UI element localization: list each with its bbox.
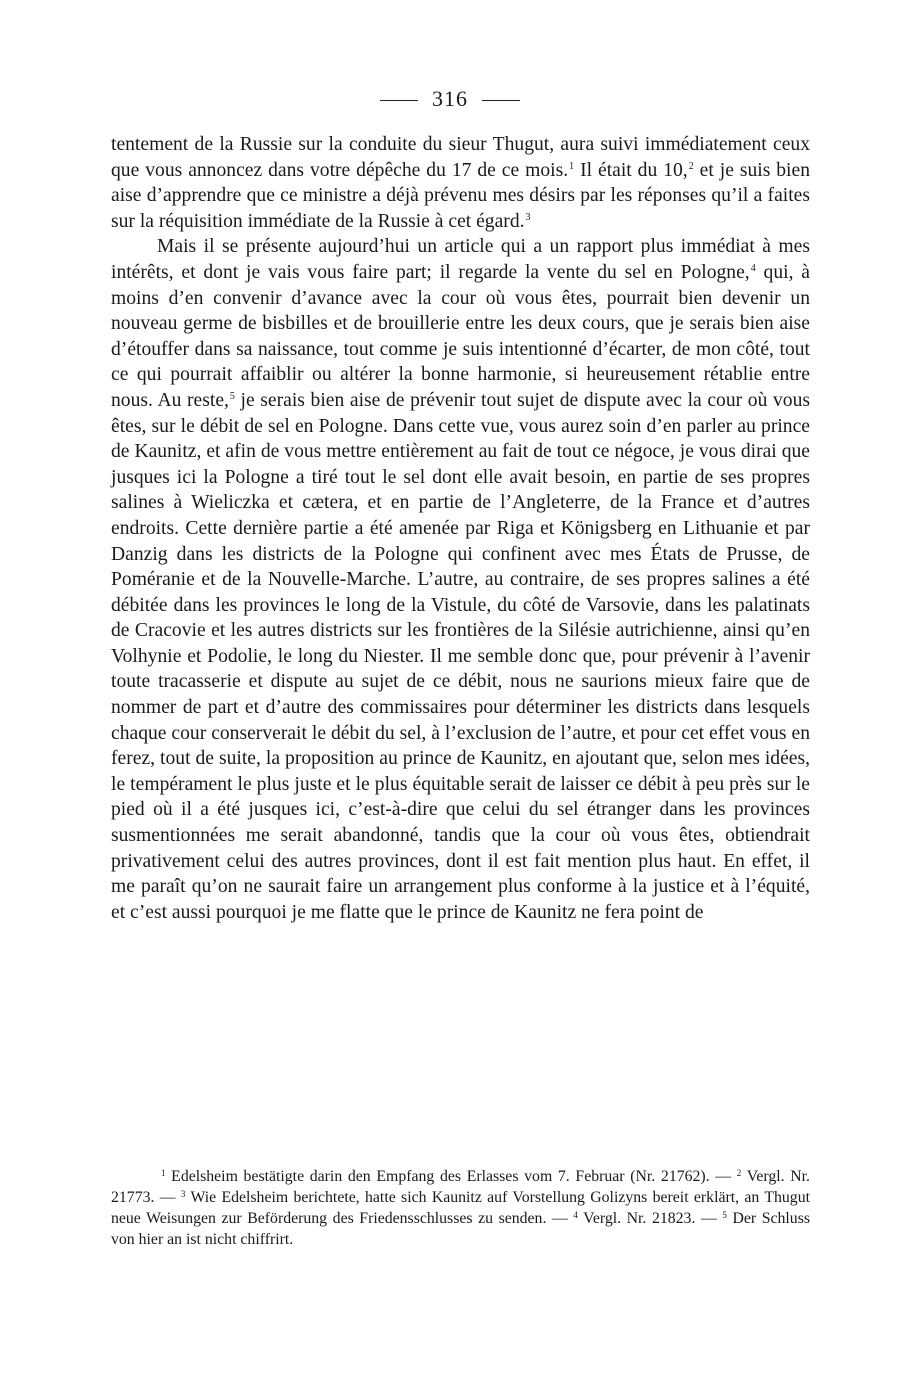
footnote-marker-1: 1 — [161, 1168, 166, 1178]
main-text — [111, 132, 810, 925]
footnote-ref-5: 5 — [229, 390, 235, 402]
footnote-marker-5: 5 — [722, 1210, 727, 1220]
footnote-text-2: Vergl. Nr. 21773. — — [111, 1168, 810, 1206]
footnote-text-3: Wie Edelsheim berichtete, hatte sich Kaunitz auf Vorstellung Golizyns bereit erklärt, an Thugut neue Weisungen zur Beförderung des Friedensschlusses zu senden. — — [111, 1189, 810, 1227]
page-header — [0, 86, 900, 112]
paragraph-1-text-3: et je suis bien aise d’apprendre que ce ministre a déjà prévenu mes désirs par les réponses qu’il a faites sur la réquisition immédiate de la Russie à cet égard. — [111, 159, 810, 232]
paragraph-1-text-2: Il était du 10, — [574, 159, 688, 181]
paragraph-2-text-1: Mais il se présente aujourd’hui un article qui a un rapport plus immédiat à mes intérêts, et dont je vais vous faire part; il regarde la vente du sel en Pologne, — [111, 236, 810, 283]
footnote-ref-1: 1 — [569, 160, 575, 172]
footnote-block — [111, 1166, 810, 1250]
footnote-ref-4: 4 — [750, 262, 756, 274]
paragraph-2-text-2: qui, à moins d’en convenir d’avance avec la cour où vous êtes, pourrait bien devenir un nouveau germe de bisbilles et de brouillerie entre les deux cours, que je serais bien aise d’étouffer dans sa naissance, tout comme je suis intentionné d’écarter, de mon côté, tout ce qui pourrait affaiblir ou altérer la bonne harmonie, si heureusement rétablie entre nous. Au reste, — [111, 261, 810, 411]
footnote-ref-2: 2 — [688, 160, 694, 172]
footnote-text-5: Der Schluss von hier an ist nicht chiffrirt. — [111, 1210, 810, 1248]
footnote-marker-4: 4 — [573, 1210, 578, 1220]
header-dash-right — [482, 100, 520, 101]
paragraph-1 — [111, 132, 810, 234]
footnotes — [111, 1166, 810, 1250]
footnote-marker-2: 2 — [736, 1168, 742, 1178]
page-number: 316 — [432, 86, 468, 111]
footnote-text-4: Vergl. Nr. 21823. — — [577, 1210, 723, 1227]
footnote-marker-3: 3 — [180, 1189, 186, 1199]
footnote-ref-3: 3 — [525, 211, 531, 223]
paragraph-1-text-1: tentement de la Russie sur la conduite du sieur Thugut, aura suivi immédiatement ceux que vous annoncez dans votre dépêche du 17 de ce mois. — [111, 134, 810, 181]
header-dash-left — [380, 100, 418, 101]
paragraph-2 — [111, 234, 810, 925]
paragraph-2-text-3: je serais bien aise de prévenir tout sujet de dispute avec la cour où vous êtes, sur le débit de sel en Pologne. Dans cette vue, vous aurez soin d’en parler au prince de Kaunitz, et afin de vous mettre entièrement au fait de tout ce négoce, je vous dirai que jusques ici la Pologne a tiré tout le sel dont elle avait besoin, en partie de ses propres salines à Wieliczka et cætera, et en partie de l’Angleterre, de la France et d’autres endroits. Cette dernière partie a été amenée par Riga et Königsberg en Lithuanie et par Danzig dans les districts de la Pologne qui confinent avec mes États de Prusse, de Poméranie et de la Nouvelle-Marche. L’autre, au contraire, de ses propres salines a été débitée dans les provinces le long de la Vistule, du côté de Varsovie, dans les palatinats de Cracovie et les autres districts sur les frontières de la Silésie autrichienne, ainsi qu’en Volhynie et Podolie, le long du Niester. Il me semble donc que, pour prévenir à l’avenir toute tracasserie et dispute au sujet de ce débit, nous ne saurions mieux faire que de nommer de part et d’autre des commissaires pour déterminer les districts dans lesquels chaque cour conserverait le débit du sel, à l’exclusion de l’autre, et pour cet effet vous en ferez, tout de suite, la proposition au prince de Kaunitz, en ajoutant que, selon mes idées, le tempérament le plus juste et le plus équitable serait de laisser ce débit à peu près sur le pied où il a été jusques ici, c’est-à-dire que celui du sel étranger dans les provinces susmentionnées me serait abandonné, tandis que la cour où vous êtes, obtiendrait privativement celui des autres provinces, dont il est fait mention plus haut. En effet, il me paraît qu’on ne saurait faire un arrangement plus conforme à la justice et à l’équité, et c’est aussi pourquoi je me flatte que le prince de Kaunitz ne fera point de — [111, 389, 811, 923]
footnote-text-1: Edelsheim bestätigte darin den Empfang des Erlasses vom 7. Februar (Nr. 21762). — — [165, 1168, 737, 1185]
